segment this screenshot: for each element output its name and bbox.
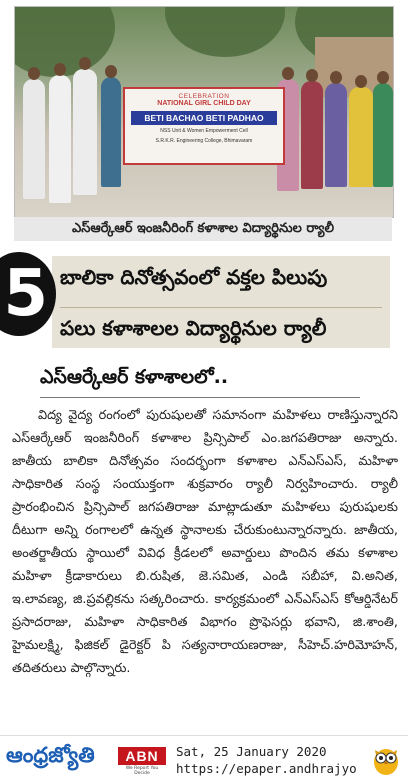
footer-url[interactable]: https://epaper.andhrajyo (176, 761, 357, 776)
banner-college: S.R.K.R. Engineering College, Bhimavaram (155, 138, 253, 144)
rally-banner (123, 87, 285, 165)
article-paragraph: విద్య వైద్య రంగంలో పురుషులతో సమానంగా మహిళలు రాణిస్తున్నారని ఎస్ఆర్కేఆర్ ఇంజనీరింగ్ కళాశాల ప్రిన్సిపాల్ ఎం.జగపతిరాజు అన్నారు. జాతీయ బాలికా దినోత్సవం సందర్భంగా కళాశాల ఎన్ఎస్ఎస్, మహిళా సాధికారిత సంస్థ సంయుక్తంగా శుక్రవారం ర్యాలీ నిర్వహించారు. ర్యాలీ ప్రారంభించిన ప్రిన్సిపాల్ జగపతిరాజు మాట్లాడుతూ మహిళలు పురుషులకు దీటుగా అన్ని రంగాలలో ఉన్నత స్థానాలకు చేరుకుంటున్నారన్నారు. జాతీయ, అంతర్జాతీయ స్థాయిలో వివిధ క్రీడలలో అవార్డులు పొందిన తమ కళాశాల మహిళా క్రీడాకారులు బి.రుషిత, జె.సమిత, ఎండి సబీహా, వి.అనిత, ఇ.లావణ్య, జి.ప్రవల్లికను సత్కరించారు. కార్యక్రమంలో ఎన్ఎస్ఎస్ కోఆర్డినేటర్ ప్రసాదరాజు, మహిళా సాధికారిత విభాగం ప్రొఫెసర్లు భవాని, జి.శాంతి, హైమలక్ష్మి, ఫిజికల్ డైరెక్టర్ పి సత్యనారాయణరాజు, సీహెచ్.హరిమోహన్, తదితరులు పాల్గొన్నారు. (12, 408, 398, 676)
headline-line2: పలు కళాశాలల విద్యార్థినుల ర్యాలీ (60, 307, 382, 343)
headline-line1: బాలికా దినోత్సవంలో వక్తల పిలుపు (60, 265, 328, 289)
abn-logo-text: ABN (118, 747, 166, 765)
abn-tagline: We Report You Decide (125, 766, 159, 776)
photo-caption: ఎస్ఆర్కేఆర్ ఇంజనీరింగ్ కళాశాల విద్యార్థినుల ర్యాలీ (14, 217, 392, 241)
andhrajyothy-logo[interactable]: ఆంధ్రజ్యోతి (6, 743, 95, 767)
banner-org: NSS Unit & Women Empowerment Cell (160, 128, 248, 134)
banner-line1: CELEBRATION (178, 93, 230, 100)
page-number-badge: 5 (0, 252, 56, 336)
news-photo (14, 6, 394, 218)
abn-logo[interactable] (118, 747, 166, 775)
section-title: ఎస్ఆర్కేఆర్ కళాశాలలో.. (40, 366, 360, 398)
footer-date: Sat, 25 January 2020 (176, 744, 327, 759)
footer (0, 735, 408, 782)
article-body (12, 404, 398, 729)
banner-slogan: BETI BACHAO BETI PADHAO (131, 111, 277, 125)
banner-line2: NATIONAL GIRL CHILD DAY (157, 100, 251, 107)
owl-mascot-icon (372, 744, 400, 776)
